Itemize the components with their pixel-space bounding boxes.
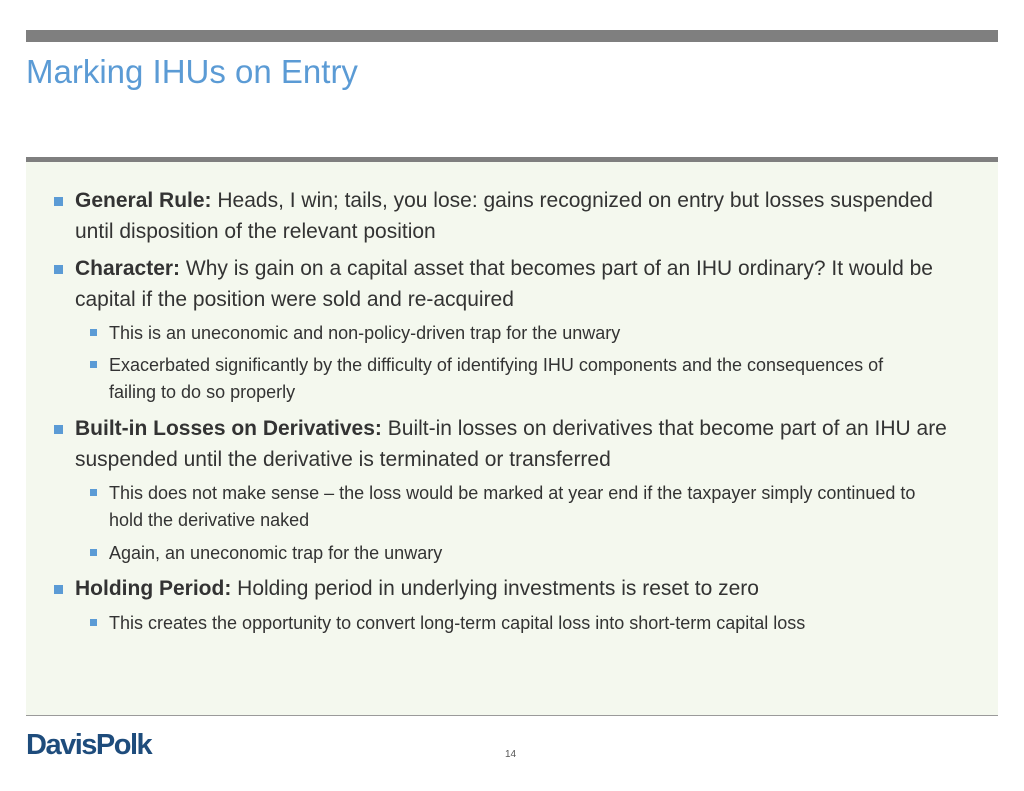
sub-bullet-exacerbated — [109, 352, 889, 406]
bullet-text: Heads, I win; tails, you lose: gains recognized on entry but losses suspended until disposition of the relevant position — [75, 189, 933, 243]
bullet-text: This does not make sense – the loss would be marked at year end if the taxpayer simply continued to hold the derivative naked — [109, 483, 916, 530]
square-bullet-icon — [90, 619, 97, 626]
sub-bullet-convert — [109, 610, 979, 637]
square-bullet-icon — [90, 361, 97, 368]
square-bullet-icon — [54, 585, 63, 594]
sub-bullet-trap — [109, 320, 955, 347]
square-bullet-icon — [54, 265, 63, 274]
bullet-built-in-losses — [75, 414, 965, 475]
square-bullet-icon — [54, 425, 63, 434]
bullet-text: Holding period in underlying investments is reset to zero — [231, 577, 759, 600]
slide-title: Marking IHUs on Entry — [26, 53, 358, 90]
bullet-character — [75, 254, 955, 315]
sub-bullet-no-sense — [109, 480, 929, 534]
sub-bullet-again — [109, 540, 955, 567]
bullet-lead: General Rule: — [75, 189, 212, 212]
footer-rule — [26, 715, 998, 716]
bullet-holding-period — [75, 574, 955, 605]
page-number: 14 — [505, 749, 517, 760]
square-bullet-icon — [90, 549, 97, 556]
bullet-text: This creates the opportunity to convert long-term capital loss into short-term capital loss — [109, 613, 806, 633]
square-bullet-icon — [90, 489, 97, 496]
bullet-text: Exacerbated significantly by the difficulty of identifying IHU components and the consequences of failing to do so properly — [109, 355, 884, 402]
bullet-text: Again, an uneconomic trap for the unwary — [109, 543, 443, 563]
bullet-lead: Character: — [75, 257, 181, 280]
davis-polk-logo: DavisPolk — [26, 729, 152, 761]
bullet-text: Why is gain on a capital asset that becomes part of an IHU ordinary? It would be capital if the position were sold and re-acquired — [75, 257, 933, 311]
bullet-text: This is an uneconomic and non-policy-driven trap for the unwary — [109, 323, 621, 343]
square-bullet-icon — [54, 197, 63, 206]
bullet-lead: Holding Period: — [75, 577, 232, 600]
square-bullet-icon — [90, 329, 97, 336]
bullet-lead: Built-in Losses on Derivatives: — [75, 417, 382, 440]
bullet-text: Built-in losses on derivatives that become part of an IHU are suspended until the derivative is terminated or transferred — [75, 417, 947, 471]
bullet-general-rule — [75, 186, 955, 247]
